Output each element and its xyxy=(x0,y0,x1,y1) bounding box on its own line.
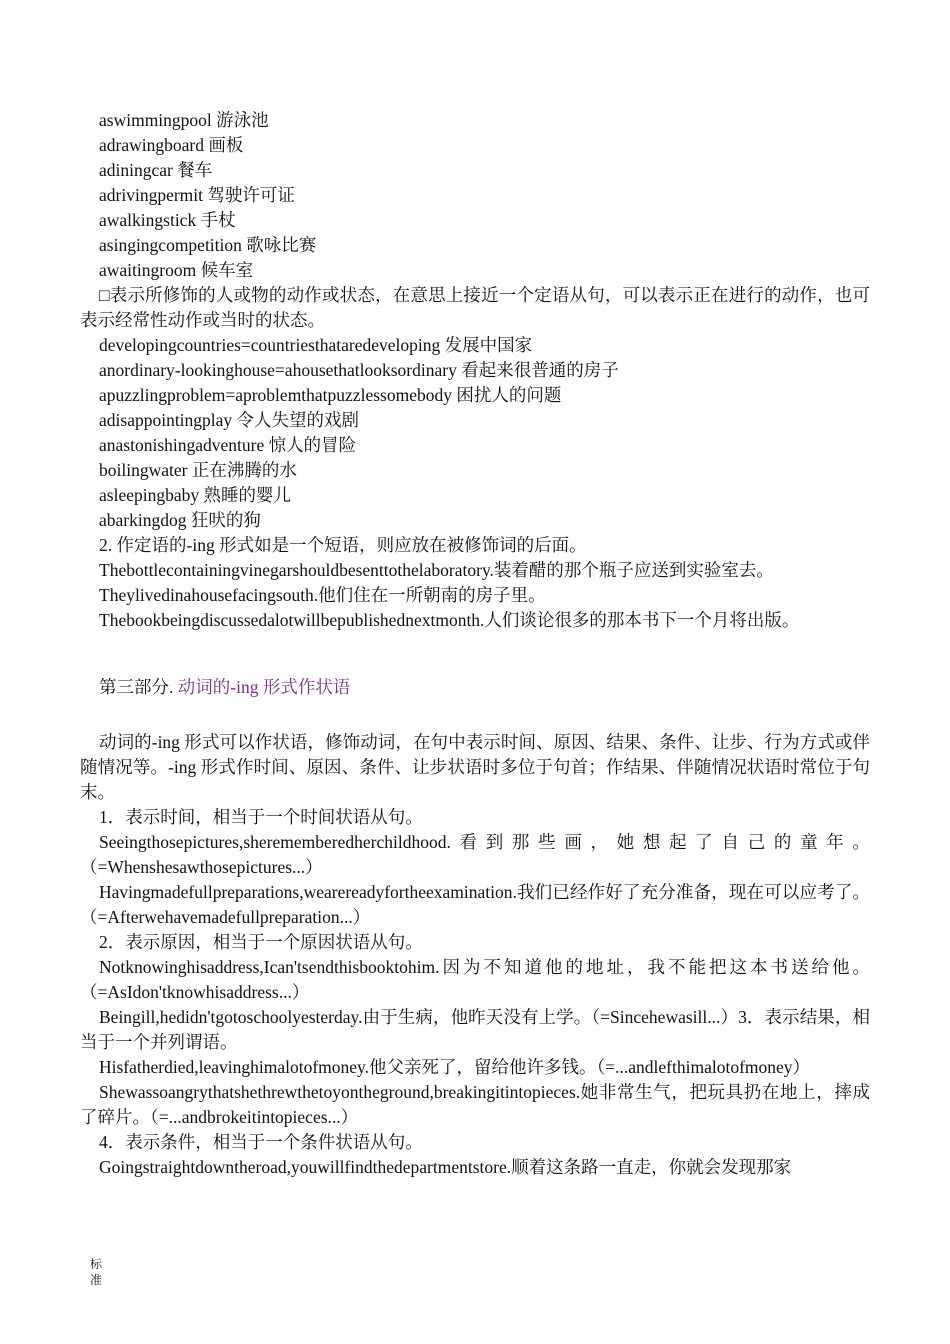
body-paragraph: Hisfatherdied,leavinghimalotofmoney.他父亲死了，留给他许多钱。（=...andlefthimalotofmoney） xyxy=(99,1057,811,1077)
section-intro: 动词的-ing 形式可以作状语，修饰动词，在句中表示时间、原因、结果、条件、让步、行为方式或伴随情况等。-ing 形式作时间、原因、条件、让步状语时多位于句首；作结果、伴随情况状语时常位于句末。 xyxy=(80,732,870,802)
page-footer: 标准 xyxy=(90,1257,103,1287)
section-prefix: 第三部分. xyxy=(99,677,178,697)
list-item: adrawingboard 画板 xyxy=(99,135,244,155)
vocab-list-2 xyxy=(80,333,870,533)
body-paragraph: 4．表示条件，相当于一个条件状语从句。 xyxy=(99,1132,423,1152)
body-paragraph: Havingmadefullpreparations,wearereadyfortheexamination.我们已经作好了充分准备，现在可以应考了。（=Afterwehavemadefullpreparation...） xyxy=(80,882,870,927)
list-item: anastonishingadventure 惊人的冒险 xyxy=(99,435,357,455)
vocab-list-1 xyxy=(80,108,870,283)
body-paragraph: Notknowinghisaddress,Ican'tsendthisbooktohim.因为不知道他的地址，我不能把这本书送给他。（=AsIdon'tknowhisaddress...） xyxy=(80,957,870,1002)
list-item: awalkingstick 手杖 xyxy=(99,210,236,230)
list-item: asingingcompetition 歌咏比赛 xyxy=(99,235,317,255)
list-item: abarkingdog 狂吠的狗 xyxy=(99,510,261,530)
list-item: asleepingbaby 熟睡的婴儿 xyxy=(99,485,291,505)
list-item: adiningcar 餐车 xyxy=(99,160,213,180)
body-paragraph: Seeingthosepictures,sherememberedherchildhood.看到那些画，她想起了自己的童年。（=Whenshesawthosepictures...） xyxy=(80,832,870,877)
usage-note: □表示所修饰的人或物的动作或状态，在意思上接近一个定语从句，可以表示正在进行的动作，也可表示经常性动作或当时的状态。 xyxy=(80,285,870,330)
list-item: adisappointingplay 令人失望的戏剧 xyxy=(99,410,360,430)
section-heading xyxy=(80,675,870,700)
body-paragraph: 1．表示时间，相当于一个时间状语从句。 xyxy=(99,807,423,827)
list-item: anordinary-lookinghouse=ahousethatlooksordinary 看起来很普通的房子 xyxy=(99,360,619,380)
rule-point-2: 2. 作定语的-ing 形式如是一个短语，则应放在被修饰词的后面。 xyxy=(99,535,587,555)
section-title: 动词的-ing 形式作状语 xyxy=(177,677,351,697)
body-paragraph: Goingstraightdowntheroad,youwillfindthedepartmentstore.顺着这条路一直走，你就会发现那家 xyxy=(99,1157,792,1177)
list-item: aswimmingpool 游泳池 xyxy=(99,110,269,130)
example-sentence: Thebookbeingdiscussedalotwillbepublishednextmonth.人们谈论很多的那本书下一个月将出版。 xyxy=(99,610,800,630)
list-item: developingcountries=countriesthataredeveloping 发展中国家 xyxy=(99,335,533,355)
document-body xyxy=(80,108,870,1180)
list-item: adrivingpermit 驾驶许可证 xyxy=(99,185,295,205)
list-item: awaitingroom 候车室 xyxy=(99,260,254,280)
body-paragraph: Beingill,hedidn'tgotoschoolyesterday.由于生病，他昨天没有上学。（=Sincehewasill...）3．表示结果，相当于一个并列谓语。 xyxy=(80,1007,870,1052)
body-paragraph: 2．表示原因，相当于一个原因状语从句。 xyxy=(99,932,423,952)
example-sentence: Theylivedinahousefacingsouth.他们住在一所朝南的房子里。 xyxy=(99,585,546,605)
list-item: apuzzlingproblem=aproblemthatpuzzlessomebody 困扰人的问题 xyxy=(99,385,562,405)
body-paragraph: Shewassoangrythatshethrewthetoyontheground,breakingitintopieces.她非常生气，把玩具扔在地上，摔成了碎片。（=...andbrokeitintopieces...） xyxy=(80,1082,870,1127)
example-sentence: Thebottlecontainingvinegarshouldbesenttothelaboratory.装着醋的那个瓶子应送到实验室去。 xyxy=(99,560,774,580)
list-item: boilingwater 正在沸腾的水 xyxy=(99,460,297,480)
